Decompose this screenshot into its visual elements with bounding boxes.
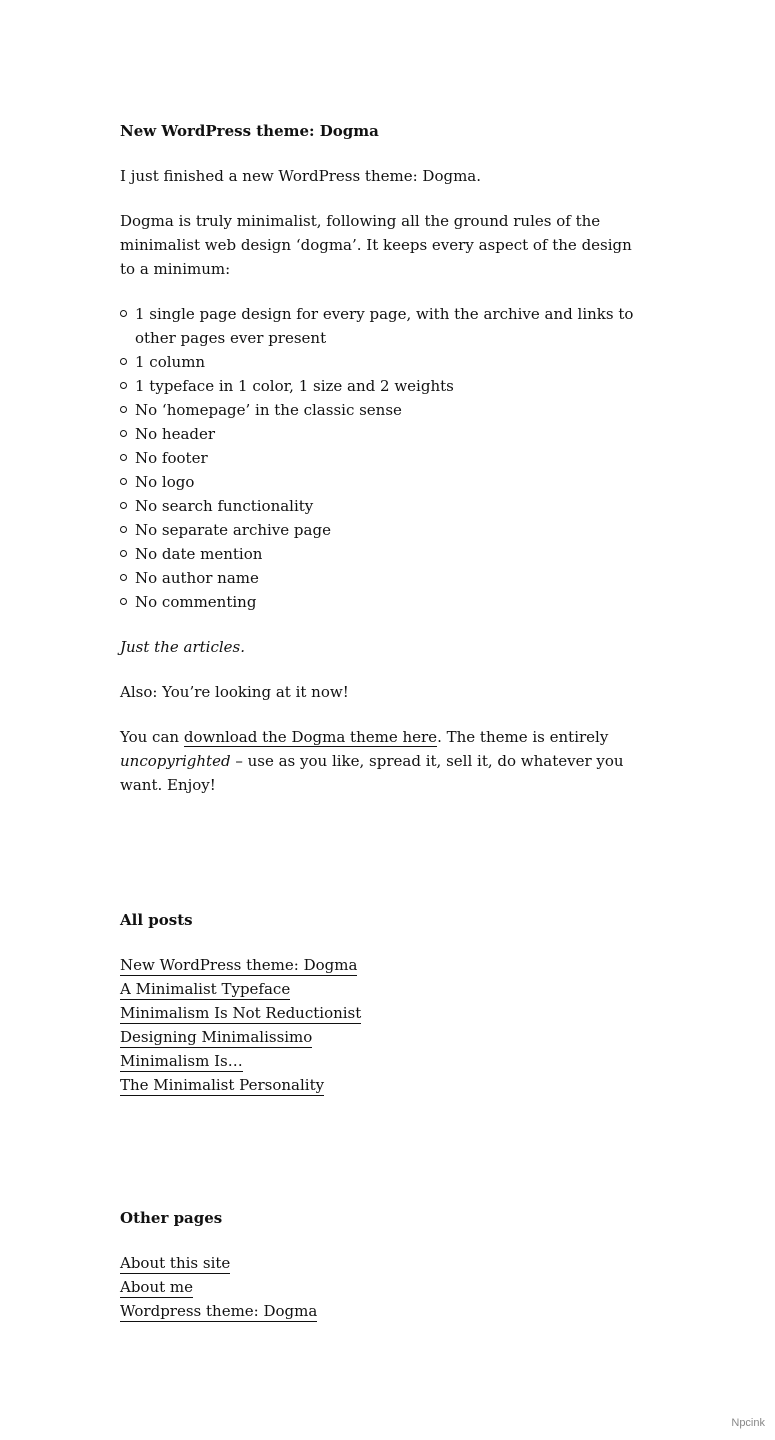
page-link[interactable]: Wordpress theme: Dogma (120, 1302, 318, 1320)
list-item: No search functionality (120, 494, 650, 518)
list-item (120, 1251, 650, 1275)
feature-list (120, 302, 650, 614)
credit-watermark: Npcink (731, 1417, 765, 1429)
list-item: No footer (120, 446, 650, 470)
page-link[interactable]: About this site (120, 1254, 231, 1272)
download-theme-link[interactable]: download the Dogma theme here (183, 728, 438, 746)
list-item (120, 1025, 650, 1049)
other-pages-section (120, 1206, 650, 1323)
all-posts-section (120, 908, 650, 1097)
list-item: No logo (120, 470, 650, 494)
page-link[interactable]: About me (120, 1278, 194, 1296)
tagline-text: Just the articles. (120, 638, 245, 656)
post-download-paragraph (120, 725, 650, 797)
list-item: 1 single page design for every page, with the archive and links to other pages ever present (120, 302, 650, 350)
list-item: No header (120, 422, 650, 446)
post-intro: I just finished a new WordPress theme: Dogma. (120, 167, 482, 185)
post-tagline (120, 635, 650, 659)
list-item: 1 typeface in 1 color, 1 size and 2 weights (120, 374, 650, 398)
list-item (120, 953, 650, 977)
post-description: Dogma is truly minimalist, following all the ground rules of the minimalist web design ‘dogma’. It keeps every aspect of the design to a minimum: (120, 212, 632, 278)
list-item (120, 1073, 650, 1097)
download-suffix: – use as you like, spread it, sell it, do whatever you want. Enjoy! (120, 752, 624, 794)
uncopyrighted-emphasis: uncopyrighted (120, 752, 231, 770)
list-item: No date mention (120, 542, 650, 566)
post-link[interactable]: Minimalism Is Not Reductionist (120, 1004, 362, 1022)
post-title: New WordPress theme: Dogma (120, 122, 379, 140)
list-item (120, 1001, 650, 1025)
post-link[interactable]: New WordPress theme: Dogma (120, 956, 358, 974)
list-item: No author name (120, 566, 650, 590)
list-item: 1 column (120, 350, 650, 374)
other-pages-heading: Other pages (120, 1209, 223, 1227)
post-link[interactable]: Minimalism Is… (120, 1052, 243, 1070)
list-item (120, 1275, 650, 1299)
list-item (120, 1049, 650, 1073)
list-item (120, 1299, 650, 1323)
all-posts-heading: All posts (120, 911, 193, 929)
post-also: Also: You’re looking at it now! (120, 683, 349, 701)
main-content (120, 119, 650, 1323)
post-article (120, 119, 650, 797)
list-item: No ‘homepage’ in the classic sense (120, 398, 650, 422)
list-item (120, 977, 650, 1001)
post-link[interactable]: The Minimalist Personality (120, 1076, 325, 1094)
download-prefix: You can (120, 728, 184, 746)
download-middle: . The theme is entirely (437, 728, 609, 746)
list-item: No commenting (120, 590, 650, 614)
list-item: No separate archive page (120, 518, 650, 542)
post-link[interactable]: A Minimalist Typeface (120, 980, 291, 998)
post-link[interactable]: Designing Minimalissimo (120, 1028, 313, 1046)
